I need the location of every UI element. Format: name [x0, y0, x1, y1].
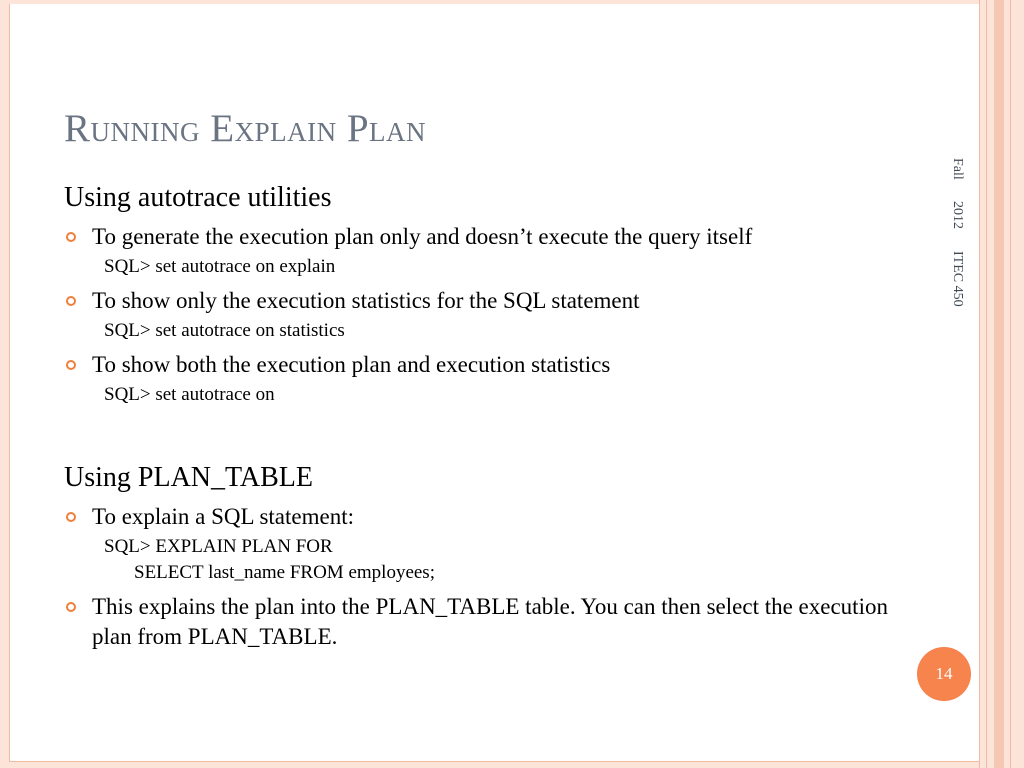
slide-title: Running Explain Plan — [64, 107, 426, 150]
side-label-course: ITEC 450 — [950, 250, 965, 307]
bullet-circle-icon — [66, 232, 76, 242]
section-heading: Using PLAN_TABLE — [64, 462, 313, 493]
section-heading: Using autotrace utilities — [64, 182, 332, 213]
bullet-circle-icon — [66, 296, 76, 306]
page-number-badge: 14 — [917, 647, 971, 701]
frame-bottom-border — [9, 761, 980, 768]
frame-stripe — [994, 0, 1004, 768]
code-line: SQL> set autotrace on — [104, 384, 275, 405]
bullet-circle-icon — [66, 602, 76, 612]
bullet-text: To generate the execution plan only and doesn’t execute the query itself — [92, 224, 753, 249]
code-line: SQL> set autotrace on statistics — [104, 320, 345, 341]
frame-line — [986, 0, 987, 768]
bullet-text: This explains the plan into the PLAN_TABLE table. You can then select the execution plan from PLAN_TABLE. — [92, 594, 888, 649]
code-line: SQL> EXPLAIN PLAN FOR — [104, 536, 333, 557]
slide-content — [64, 180, 904, 652]
bullet-text: To show both the execution plan and execution statistics — [92, 352, 611, 377]
bullet-item — [64, 286, 904, 316]
bullet-text: To explain a SQL statement: — [92, 504, 354, 529]
code-line: SQL> set autotrace on explain — [104, 256, 336, 277]
bullet-circle-icon — [66, 512, 76, 522]
side-label-term: Fall — [950, 158, 965, 180]
bullet-item — [64, 592, 904, 652]
bullet-circle-icon — [66, 360, 76, 370]
code-line: SELECT last_name FROM employees; — [134, 562, 435, 583]
frame-left-border — [0, 0, 10, 768]
side-label — [949, 158, 965, 324]
frame-top-border — [9, 0, 980, 4]
frame-line — [1010, 0, 1011, 768]
bullet-item — [64, 502, 904, 532]
bullet-text: To show only the execution statistics for the SQL statement — [92, 288, 640, 313]
bullet-item — [64, 222, 904, 252]
frame-right-border — [979, 0, 1024, 768]
side-label-year: 2012 — [950, 201, 965, 230]
bullet-item — [64, 350, 904, 380]
